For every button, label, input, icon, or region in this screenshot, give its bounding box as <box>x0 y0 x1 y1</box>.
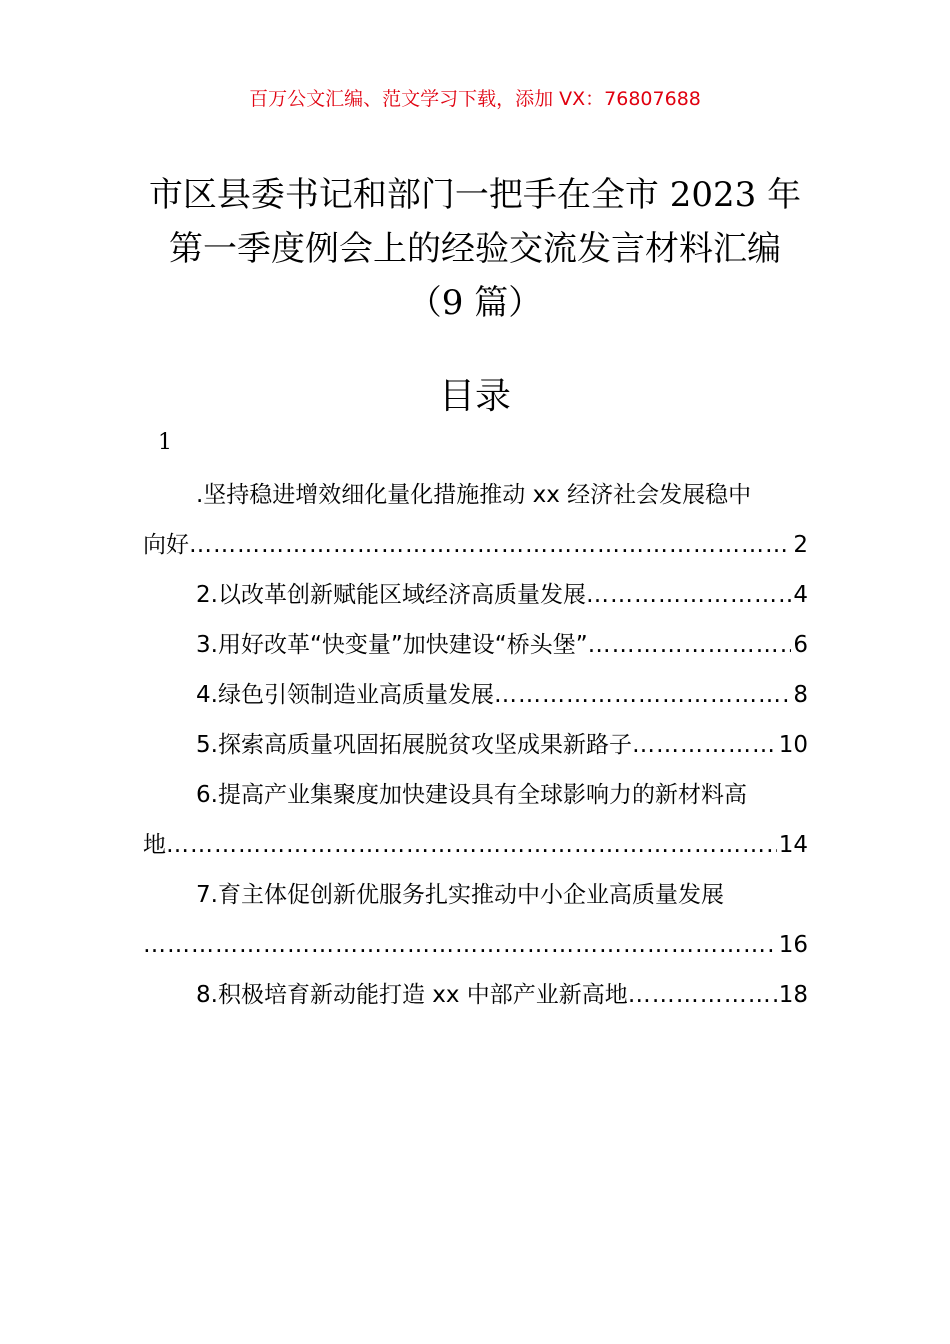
dot-leader <box>588 620 792 670</box>
toc-entry-1-title: .坚持稳进增效细化量化措施推动 xx 经济社会发展稳中 <box>196 482 752 508</box>
toc-entry-6-title-cont: 地 <box>143 832 166 858</box>
toc-entry-4[interactable] <box>143 670 808 720</box>
toc-entry-7-page: 16 <box>778 932 808 958</box>
dot-leader <box>632 720 777 770</box>
toc-entry-5-page: 10 <box>778 732 808 758</box>
dot-leader <box>628 970 777 1020</box>
toc-entry-3-page: 6 <box>793 632 808 658</box>
dot-leader <box>166 820 777 870</box>
toc-entry-8[interactable] <box>143 970 808 1020</box>
toc-entry-6-title: 6.提高产业集聚度加快建设具有全球影响力的新材料高 <box>196 782 747 808</box>
toc-entry-2-title: 2.以改革创新赋能区域经济高质量发展 <box>196 582 586 608</box>
toc-entry-8-page: 18 <box>778 982 808 1008</box>
title-line-2: 第一季度例会上的经验交流发言材料汇编 <box>169 229 781 269</box>
toc-entry-6[interactable] <box>143 770 808 870</box>
toc-entry-5[interactable] <box>143 720 808 770</box>
toc-entry-3[interactable] <box>143 620 808 670</box>
toc-entry-3-title: 3.用好改革“快变量”加快建设“桥头堡” <box>196 632 588 658</box>
toc-entry-5-title: 5.探索高质量巩固拓展脱贫攻坚成果新路子 <box>196 732 632 758</box>
toc-entry-1-title-cont: 向好 <box>143 532 189 558</box>
title-line-1: 市区县委书记和部门一把手在全市 2023 年 <box>148 175 802 215</box>
toc-entry-1-page: 2 <box>793 532 808 558</box>
dot-leader <box>494 670 791 720</box>
dot-leader <box>143 920 777 970</box>
toc-entry-8-title: 8.积极培育新动能打造 xx 中部产业新高地 <box>196 982 628 1008</box>
header-note: 百万公文汇编、范文学习下载，添加 VX：76807688 <box>249 88 701 110</box>
toc-entry-7-title: 7.育主体促创新优服务扎实推动中小企业高质量发展 <box>196 882 724 908</box>
toc-entry-4-title: 4.绿色引领制造业高质量发展 <box>196 682 494 708</box>
toc-heading: 目录 <box>438 376 511 417</box>
dot-leader <box>189 520 791 570</box>
document-title <box>120 168 830 330</box>
stray-number: 1 <box>158 430 172 455</box>
toc-entry-1[interactable] <box>143 470 808 570</box>
dot-leader <box>586 570 791 620</box>
toc-entry-7[interactable] <box>143 870 808 970</box>
title-line-3: （9 篇） <box>407 283 543 323</box>
toc-entry-2[interactable] <box>143 570 808 620</box>
toc-entry-6-page: 14 <box>778 832 808 858</box>
toc-entry-4-page: 8 <box>793 682 808 708</box>
toc-entry-2-page: 4 <box>793 582 808 608</box>
table-of-contents <box>143 470 808 1020</box>
